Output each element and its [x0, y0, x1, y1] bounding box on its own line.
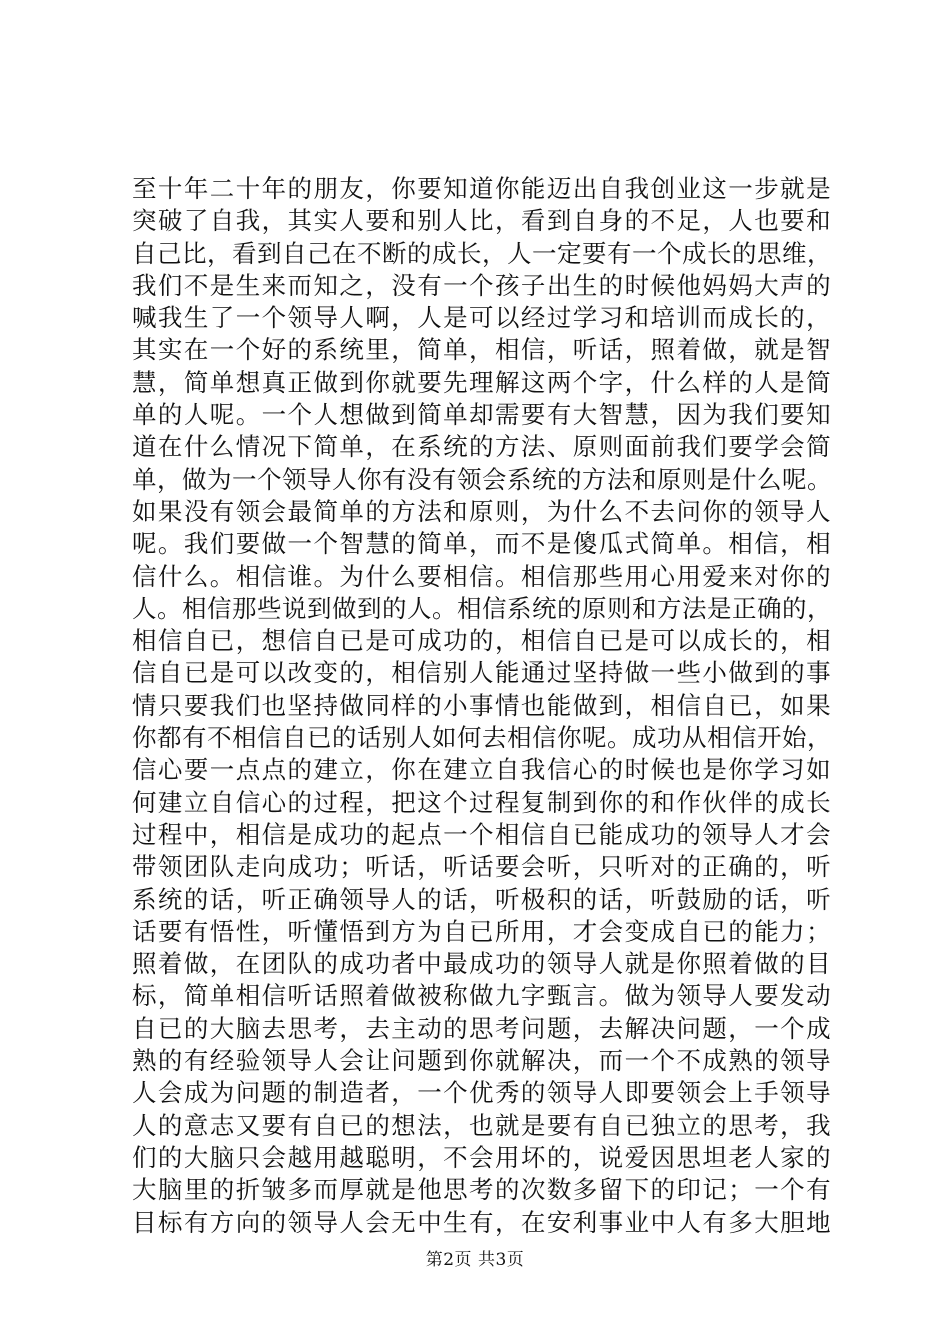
- text-line: 熟的有经验领导人会让问题到你就解决，而一个不成熟的领导: [132, 1046, 832, 1076]
- text-line: 带领团队走向成功；听话，听话要会听，只听对的正确的，听: [132, 852, 832, 882]
- text-line: 话要有悟性，听懂悟到方为自已所用，才会变成自已的能力；: [132, 916, 832, 946]
- text-line: 人会成为问题的制造者，一个优秀的领导人即要领会上手领导: [132, 1078, 832, 1108]
- text-line: 我们不是生来而知之，没有一个孩子出生的时候他妈妈大声的: [132, 270, 832, 300]
- text-line: 照着做，在团队的成功者中最成功的领导人就是你照着做的目: [132, 949, 832, 979]
- text-line: 突破了自我，其实人要和别人比，看到自身的不足，人也要和: [132, 206, 832, 236]
- text-line: 情只要我们也坚持做同样的小事情也能做到，相信自已，如果: [132, 690, 832, 720]
- text-line: 目标有方向的领导人会无中生有，在安利事业中人有多大胆地: [132, 1207, 832, 1237]
- text-line: 人。相信那些说到做到的人。相信系统的原则和方法是正确的，: [132, 593, 832, 623]
- text-line: 呢。我们要做一个智慧的简单，而不是傻瓜式简单。相信，相: [132, 529, 832, 559]
- text-line: 们的大脑只会越用越聪明，不会用坏的，说爱因思坦老人家的: [132, 1142, 832, 1172]
- text-line: 道在什么情况下简单，在系统的方法、原则面前我们要学会简: [132, 432, 832, 462]
- text-line: 单，做为一个领导人你有没有领会系统的方法和原则是什么呢。: [132, 464, 832, 494]
- text-line: 信什么。相信谁。为什么要相信。相信那些用心用爱来对你的: [132, 561, 832, 591]
- text-line: 系统的话，听正确领导人的话，听极积的话，听鼓励的话，听: [132, 884, 832, 914]
- body-paragraph: [132, 173, 832, 1239]
- text-line: 喊我生了一个领导人啊，人是可以经过学习和培训而成长的，: [132, 303, 832, 333]
- text-line: 如果没有领会最简单的方法和原则，为什么不去问你的领导人: [132, 496, 832, 526]
- text-line: 单的人呢。一个人想做到简单却需要有大智慧，因为我们要知: [132, 400, 832, 430]
- text-line: 自已的大脑去思考，去主动的思考问题，去解决问题，一个成: [132, 1013, 832, 1043]
- text-line: 信心要一点点的建立，你在建立自我信心的时候也是你学习如: [132, 755, 832, 785]
- text-line: 慧，简单想真正做到你就要先理解这两个字，什么样的人是简: [132, 367, 832, 397]
- text-line: 你都有不相信自已的话别人如何去相信你呢。成功从相信开始，: [132, 723, 832, 753]
- text-line: 至十年二十年的朋友，你要知道你能迈出自我创业这一步就是: [132, 174, 832, 203]
- text-line: 人的意志又要有自已的想法，也就是要有自已独立的思考，我: [132, 1110, 832, 1140]
- text-line: 信自已是可以改变的，相信别人能通过坚持做一些小做到的事: [132, 658, 832, 688]
- text-line: 其实在一个好的系统里，简单，相信，听话，照着做，就是智: [132, 335, 832, 365]
- text-line: 标，简单相信听话照着做被称做九字甄言。做为领导人要发动: [132, 981, 832, 1011]
- text-line: 过程中，相信是成功的起点一个相信自已能成功的领导人才会: [132, 819, 832, 849]
- text-line: 相信自已，想信自已是可成功的，相信自已是可以成长的，相: [132, 626, 832, 656]
- text-line: 自己比，看到自己在不断的成长，人一定要有一个成长的思维，: [132, 238, 832, 268]
- page-number-footer: 第2页 共3页: [425, 1250, 525, 1270]
- text-line: 大脑里的折皱多而厚就是他思考的次数多留下的印记；一个有: [132, 1175, 832, 1205]
- text-line: 何建立自信心的过程，把这个过程复制到你的和作伙伴的成长: [132, 787, 832, 817]
